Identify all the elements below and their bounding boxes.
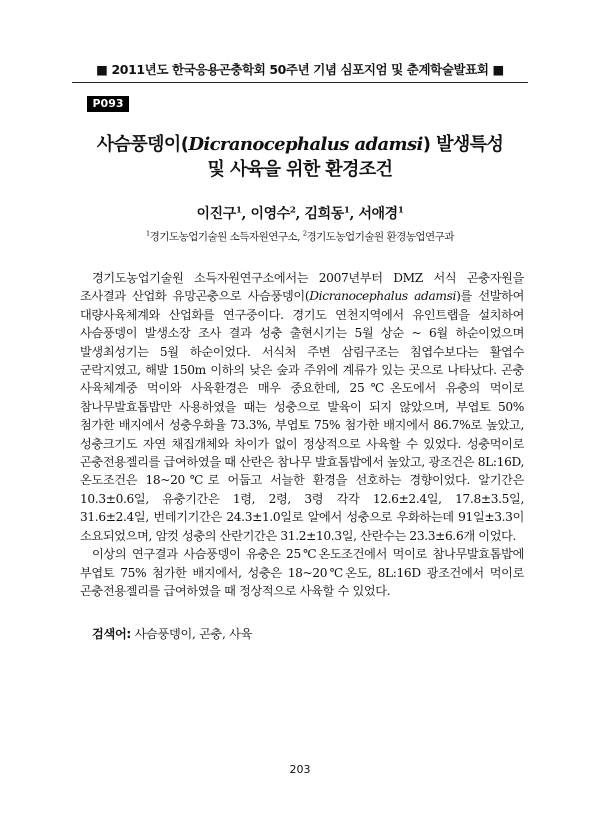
page-number: 203	[289, 763, 311, 776]
title-prefix: 사슴풍뎅이(	[96, 134, 189, 155]
author: 김희동$^1$	[304, 205, 350, 222]
keywords-text: 사슴풍뎅이, 곤충, 사육	[131, 627, 253, 641]
abstract-body	[80, 269, 524, 600]
title-line-1	[80, 132, 520, 157]
author: 서애경$^1$	[358, 205, 404, 222]
header-rule	[72, 82, 528, 83]
keywords-label: 검색어:	[92, 627, 131, 641]
title-suffix: ) 발생특성	[422, 134, 504, 155]
title-species: Dicranocephalus adamsi	[188, 134, 423, 155]
title-line-2: 및 사육을 위한 환경조건	[207, 159, 393, 180]
author: 이영수$^2$	[250, 205, 296, 222]
affiliation-list: $^1$경기도농업기술원 소득자원연구소, $^2$경기도농업기술원 환경농업연구과	[146, 229, 454, 243]
abstract-paragraph-1: 경기도농업기술원 소득자원연구소에서는 2007년부터 DMZ 서식 곤충자원을 조사결과 산업화 유망곤충으로 사슴풍뎅이(Dicranocephalus adamsi)를 선발하여 대량사육체계와 산업화를 연구중이다. 경기도 연천지역에서 유인트랩을 설치하여 사슴풍뎅이 발생소장 조사 결과 성충 출현시기는 5월 상순 ~ 6월 하순이었으며 발생최성기는 5월 하순이었다. 서식처 주변 삼림구조는 침엽수보다는 활엽수 군락지였고, 해발 150m 이하의 낮은 숲과 주위에 계류가 있는 곳으로 나타났다. 곤충 사육체계중 먹이와 사육환경은 매우 중요한데, 25℃온도에서 유충의 먹이로 참나무발효톱밥만 사용하였을 때는 성충으로 발육이 되지 않았으며, 부엽토 50% 첨가한 배지에서 성충우화율 73.3%, 부엽토 75% 첨가한 배지에서 86.7%로 높았고, 성충크기도 자연 채집개체와 차이가 없이 정상적으로 사육할 수 있었다. 성충먹이로 곤충전용젤리를 급여하였을 때 산란은 참나무 발효톱밥에서 높았고, 광조건은 8L:16D, 온도조건은 18~20℃로 어둡고 서늘한 환경을 선호하는 경향이었다. 알기간은 10.3±0.6일, 유충기간은 1령, 2령, 3령 각각 12.6±2.4일, 17.8±3.5일, 31.6±2.4일, 번데기기간은 24.3±1.0일로 알에서 성충으로 우화하는데 91일±3.3이 소요되었으며, 암컷 성충의 산란기간은 31.2±10.3일, 산란수는 23.3±6.6개 이었다.	[80, 271, 525, 543]
running-header: ■ 2011년도 한국응용곤충학회 50주년 기념 심포지엄 및 춘계학술발표회 ■	[96, 62, 504, 77]
keywords	[92, 625, 252, 642]
affiliation: 경기도농업기술원 소득자원연구소,	[149, 231, 303, 243]
abstract-paragraph-2: 이상의 연구결과 사슴풍뎅이 유충은 25℃온도조건에서 먹이로 참나무발효톱밥에 부엽토 75% 첨가한 배지에서, 성충은 18~20℃온도, 8L:16D 광조건에서 먹이로 곤충전용젤리를 급여하였을 때 정상적으로 사육할 수 있었다.	[80, 547, 524, 598]
author-list: 이진구$^1$, 이영수$^2$, 김희동$^1$, 서애경$^1$	[196, 205, 404, 222]
paper-title	[80, 132, 520, 182]
abstract-species: Dicranocephalus adamsi	[309, 289, 457, 304]
affiliation: 경기도농업기술원 환경농업연구과	[306, 231, 454, 243]
author: 이진구$^1$	[196, 205, 242, 222]
poster-code-badge: P093	[87, 96, 129, 112]
